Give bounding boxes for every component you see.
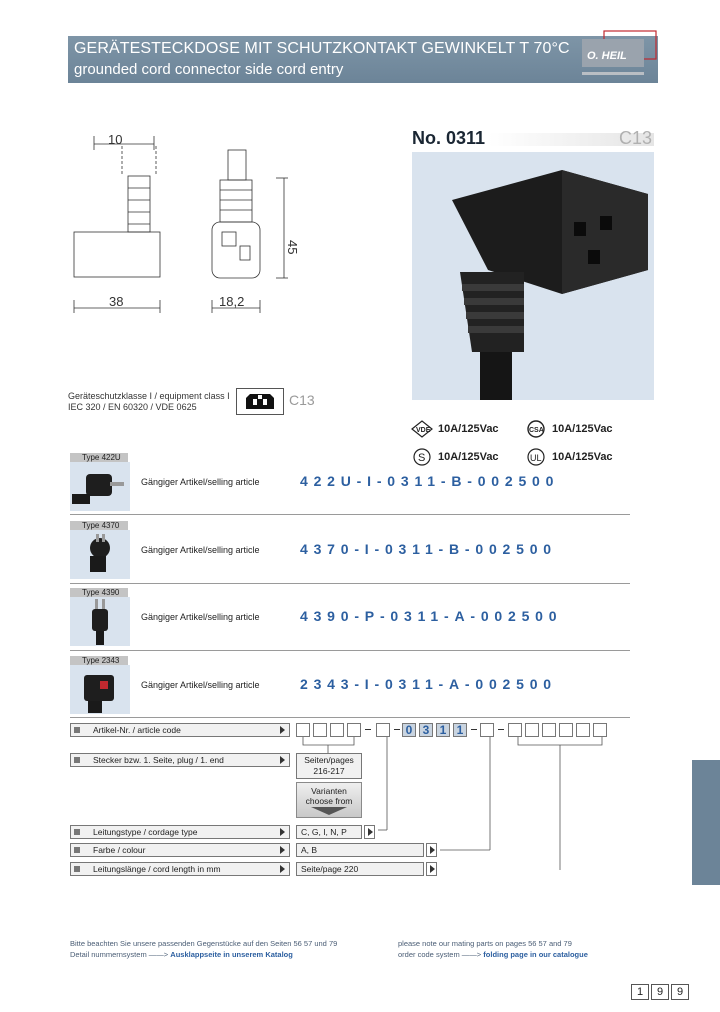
footer-en-catalog-link[interactable]: folding page in our catalogue xyxy=(483,950,588,959)
footer-en-line-1: please note our mating parts on pages 56 57 and 79 xyxy=(398,939,572,948)
pages-line-2: 216-217 xyxy=(313,766,345,776)
legend-label: Leitungstype / cordage type xyxy=(93,827,198,837)
company-logo xyxy=(578,28,660,86)
class-line-2: IEC 320 / EN 60320 / VDE 0625 xyxy=(68,402,197,412)
footer-arrow: ——> xyxy=(148,950,169,959)
bullet-icon xyxy=(74,727,80,733)
article-code: 2343-I-0311-A-002500 xyxy=(300,676,557,692)
pages-reference xyxy=(296,753,362,779)
vde-icon xyxy=(410,419,434,439)
footer-de-system: Detail nummernsystem xyxy=(70,950,147,959)
plug-image xyxy=(70,462,130,511)
class-code: C13 xyxy=(289,392,315,408)
type-block xyxy=(70,656,630,714)
title-german: GERÄTESTECKDOSE MIT SCHUTZKONTAKT GEWINKELT T 70°C xyxy=(74,40,570,57)
legend-row-article-code xyxy=(70,723,290,737)
vde-mark-text: VDE xyxy=(416,427,431,434)
variants-line-2: choose from xyxy=(305,796,353,806)
dim-height: 45 xyxy=(285,240,300,255)
bullet-icon xyxy=(74,757,80,763)
bullet-icon xyxy=(74,847,80,853)
selling-article-label: Gängiger Artikel/selling article xyxy=(141,477,260,487)
type-label: Type 2343 xyxy=(70,656,128,665)
article-code: 422U-I-0311-B-002500 xyxy=(300,473,560,489)
footer-de-line-1: Bitte beachten Sie unsere passenden Gegenstücke auf den Seiten 56 57 und 79 xyxy=(70,939,338,948)
colour-arrow-button[interactable] xyxy=(426,843,437,857)
cordage-values: C, G, I, N, P xyxy=(296,825,362,839)
legend-label: Leitungslänge / cord length in mm xyxy=(93,864,221,874)
article-code: 4370-I-0311-B-002500 xyxy=(300,541,557,557)
divider xyxy=(70,650,630,651)
legend-label: Stecker bzw. 1. Seite, plug / 1. end xyxy=(93,755,224,765)
variants-button[interactable] xyxy=(296,782,362,818)
divider xyxy=(70,514,630,515)
footer-german xyxy=(70,938,337,960)
csa-mark-text: CSA xyxy=(529,427,544,434)
logo-text: O. HEIL xyxy=(587,50,627,62)
length-values: Seite/page 220 xyxy=(296,862,424,876)
legend-row-colour xyxy=(70,843,290,857)
product-number-line xyxy=(412,128,654,148)
type-block xyxy=(70,588,630,646)
equipment-class xyxy=(68,388,368,418)
bullet-icon xyxy=(74,866,80,872)
approval-rating: 10A/125Vac xyxy=(552,451,613,463)
dimension-drawing xyxy=(66,128,366,323)
approval-vde xyxy=(410,418,499,440)
dash xyxy=(394,729,400,730)
selling-article-label: Gängiger Artikel/selling article xyxy=(141,612,260,622)
footer-en-system: order code system xyxy=(398,950,460,959)
type-block xyxy=(70,453,630,511)
colour-values: A, B xyxy=(296,843,424,857)
dash xyxy=(365,729,371,730)
type-block xyxy=(70,521,630,579)
product-photo xyxy=(412,152,654,400)
legend-label: Farbe / colour xyxy=(93,845,146,855)
footer-arrow: ——> xyxy=(461,950,482,959)
section-tab xyxy=(692,760,720,885)
code-cell-digit: 1 xyxy=(436,723,450,737)
cordage-arrow-button[interactable] xyxy=(364,825,375,839)
dim-width-top: 10 xyxy=(108,132,123,147)
approval-rating: 10A/125Vac xyxy=(438,451,499,463)
csa-icon xyxy=(524,419,548,439)
header-bar xyxy=(68,36,658,83)
footer-english xyxy=(398,938,588,960)
length-arrow-button[interactable] xyxy=(426,862,437,876)
divider xyxy=(70,717,630,718)
type-label: Type 422U xyxy=(70,453,128,462)
footer-de-catalog-link[interactable]: Ausklappseite in unserem Katalog xyxy=(170,950,293,959)
legend-row-cordage xyxy=(70,825,290,839)
dim-width-right: 18,2 xyxy=(219,294,245,309)
dash xyxy=(471,729,477,730)
class-line-1: Geräteschutzklasse I / equipment class I xyxy=(68,391,230,401)
page-digit: 9 xyxy=(671,984,689,1000)
plug-image xyxy=(70,665,130,714)
code-cell-digit: 1 xyxy=(453,723,467,737)
article-code: 4390-P-0311-A-002500 xyxy=(300,608,563,624)
legend-row-plug xyxy=(70,753,290,767)
s-mark-text: S xyxy=(418,452,426,464)
product-number: No. 0311 xyxy=(412,128,486,148)
dim-width-left: 38 xyxy=(109,294,124,309)
plug-image xyxy=(70,597,130,646)
arrow-right-icon xyxy=(280,726,285,734)
c13-socket-icon xyxy=(236,388,284,415)
bullet-icon xyxy=(74,829,80,835)
product-category: C13 xyxy=(618,128,652,148)
selling-article-label: Gängiger Artikel/selling article xyxy=(141,680,260,690)
type-label: Type 4390 xyxy=(70,588,128,597)
legend-row-length xyxy=(70,862,290,876)
selling-article-label: Gängiger Artikel/selling article xyxy=(141,545,260,555)
divider xyxy=(70,583,630,584)
plug-image xyxy=(70,530,130,579)
ul-mark-text: UL xyxy=(530,453,542,463)
pages-line-1: Seiten/pages xyxy=(304,755,354,765)
arrow-down-icon xyxy=(309,806,349,816)
page-number xyxy=(631,984,691,1000)
variants-line-1: Varianten xyxy=(311,786,347,796)
dash xyxy=(498,729,504,730)
title-english: grounded cord connector side cord entry xyxy=(74,61,344,78)
page-digit: 1 xyxy=(631,984,649,1000)
footer-notes xyxy=(70,938,630,962)
legend-label: Artikel-Nr. / article code xyxy=(93,725,181,735)
approval-rating: 10A/125Vac xyxy=(438,423,499,435)
type-label: Type 4370 xyxy=(70,521,128,530)
page-digit: 9 xyxy=(651,984,669,1000)
code-cell-digit: 0 xyxy=(402,723,416,737)
code-cell-digit: 3 xyxy=(419,723,433,737)
approval-csa xyxy=(524,418,613,440)
approval-rating: 10A/125Vac xyxy=(552,423,613,435)
